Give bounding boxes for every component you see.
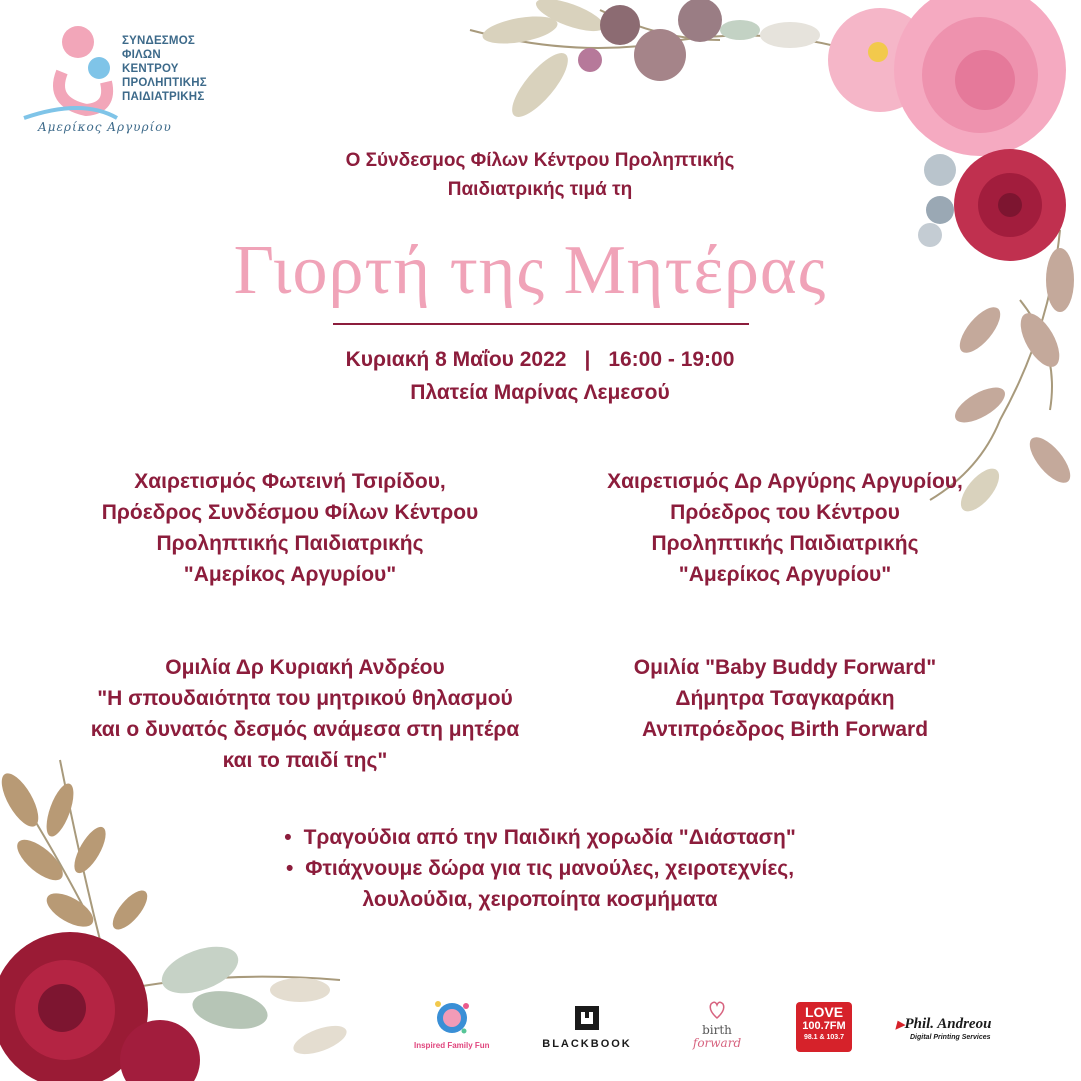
greeting-line: Πρόεδρος του Κέντρου xyxy=(670,501,900,524)
page-title: Γιορτή της Μητέρας xyxy=(233,232,827,309)
list-item-continuation: λουλούδια, χειροποίητα κοσμήματα xyxy=(362,888,718,911)
logo-wordmark xyxy=(122,34,232,104)
date-separator: | xyxy=(584,348,591,371)
love-frequencies-alt: 98.1 & 103.7 xyxy=(803,1034,845,1041)
inspired-logo-icon xyxy=(432,998,472,1036)
love-text: LOVE xyxy=(804,1004,844,1020)
logo-line: ΠΑΙΔΙΑΤΡΙΚΗΣ xyxy=(122,91,205,103)
event-date: Κυριακή 8 Μαΐου 2022 xyxy=(345,348,567,371)
intro-line: Ο Σύνδεσμος Φίλων Κέντρου Προληπτικής xyxy=(345,150,735,171)
event-time: 16:00 - 19:00 xyxy=(608,348,735,371)
speech-line: Αντιπρόεδρος Birth Forward xyxy=(641,718,929,741)
love-frequency: 100.7FM xyxy=(802,1020,846,1032)
sponsor-birth-forward xyxy=(682,998,752,1050)
blackbook-logo-text: BLACKBOOK xyxy=(542,1038,632,1050)
speech-line: Δήμητρα Τσαγκαράκη xyxy=(675,687,895,710)
sponsor-logos xyxy=(414,998,1060,1062)
intro-line: Παιδιατρικής τιμά τη xyxy=(447,179,633,200)
event-venue: Πλατεία Μαρίνας Λεμεσού xyxy=(410,381,670,404)
phil-andreou-subtitle: Digital Printing Services xyxy=(910,1034,991,1041)
greeting-line: Προληπτικής Παιδιατρικής xyxy=(156,532,424,555)
birth-forward-logo-icon xyxy=(706,998,728,1020)
bullet: • xyxy=(285,857,294,880)
list-item xyxy=(200,822,880,853)
greeting-line: Πρόεδρος Συνδέσμου Φίλων Κέντρου xyxy=(101,501,479,524)
greeting-right xyxy=(530,466,1040,590)
forward-text: forward xyxy=(692,1036,742,1050)
activities-list xyxy=(200,822,880,915)
greeting-line: Προληπτικής Παιδιατρικής xyxy=(651,532,919,555)
phil-andreou-label: Phil. Andreou xyxy=(904,1016,992,1032)
greeting-left xyxy=(40,466,540,590)
speech-right xyxy=(530,652,1040,745)
greeting-line: Χαιρετισμός Δρ Αργύρης Αργυρίου, xyxy=(607,470,963,493)
activity-text: Τραγούδια από την Παιδική χορωδία "Διάσταση" xyxy=(303,826,796,849)
greeting-line: "Αμερίκος Αργυρίου" xyxy=(183,563,397,586)
greeting-line: Χαιρετισμός Φωτεινή Τσιρίδου, xyxy=(134,470,446,493)
inspired-logo-text: Inspired Family Fun xyxy=(414,1041,490,1050)
logo-line: ΦΙΛΩΝ xyxy=(122,49,161,61)
logo-line: ΚΕΝΤΡΟΥ xyxy=(122,63,179,75)
logo-line: ΣΥΝΔΕΣΜΟΣ xyxy=(122,35,195,47)
speech-line: Ομιλία "Baby Buddy Forward" xyxy=(633,656,937,679)
phil-andreou-name xyxy=(896,1016,1056,1033)
speech-line: και το παιδί της" xyxy=(222,749,388,772)
association-logo-mark xyxy=(22,22,122,122)
logo-subtitle: Αμερίκος Αργυρίου xyxy=(38,120,172,134)
intro-text xyxy=(240,146,840,204)
title-divider xyxy=(333,323,749,325)
bullet: • xyxy=(284,826,292,849)
play-arrow-icon: ▶ xyxy=(896,1019,905,1031)
logo-line: ΠΡΟΛΗΠΤΙΚΗΣ xyxy=(122,77,207,89)
birth-text: birth xyxy=(702,1023,732,1037)
sponsor-phil-andreou xyxy=(896,1016,1056,1042)
blackbook-logo-icon xyxy=(573,1004,601,1032)
sponsor-blackbook xyxy=(532,1004,642,1051)
sponsor-love-radio xyxy=(796,1002,852,1052)
speech-line: και ο δυνατός δεσμός ανάμεσα στη μητέρα xyxy=(90,718,520,741)
activity-text: Φτιάχνουμε δώρα για τις μανούλες, χειροτεχνίες, xyxy=(305,857,795,880)
greeting-line: "Αμερίκος Αργυρίου" xyxy=(678,563,892,586)
list-item xyxy=(200,853,880,884)
speech-line: "Η σπουδαιότητα του μητρικού θηλασμού xyxy=(97,687,513,710)
speech-left xyxy=(40,652,570,776)
event-date-time xyxy=(240,344,840,376)
sponsor-inspired-family-fun xyxy=(414,998,490,1058)
speech-line: Ομιλία Δρ Κυριακή Ανδρέου xyxy=(165,656,445,679)
